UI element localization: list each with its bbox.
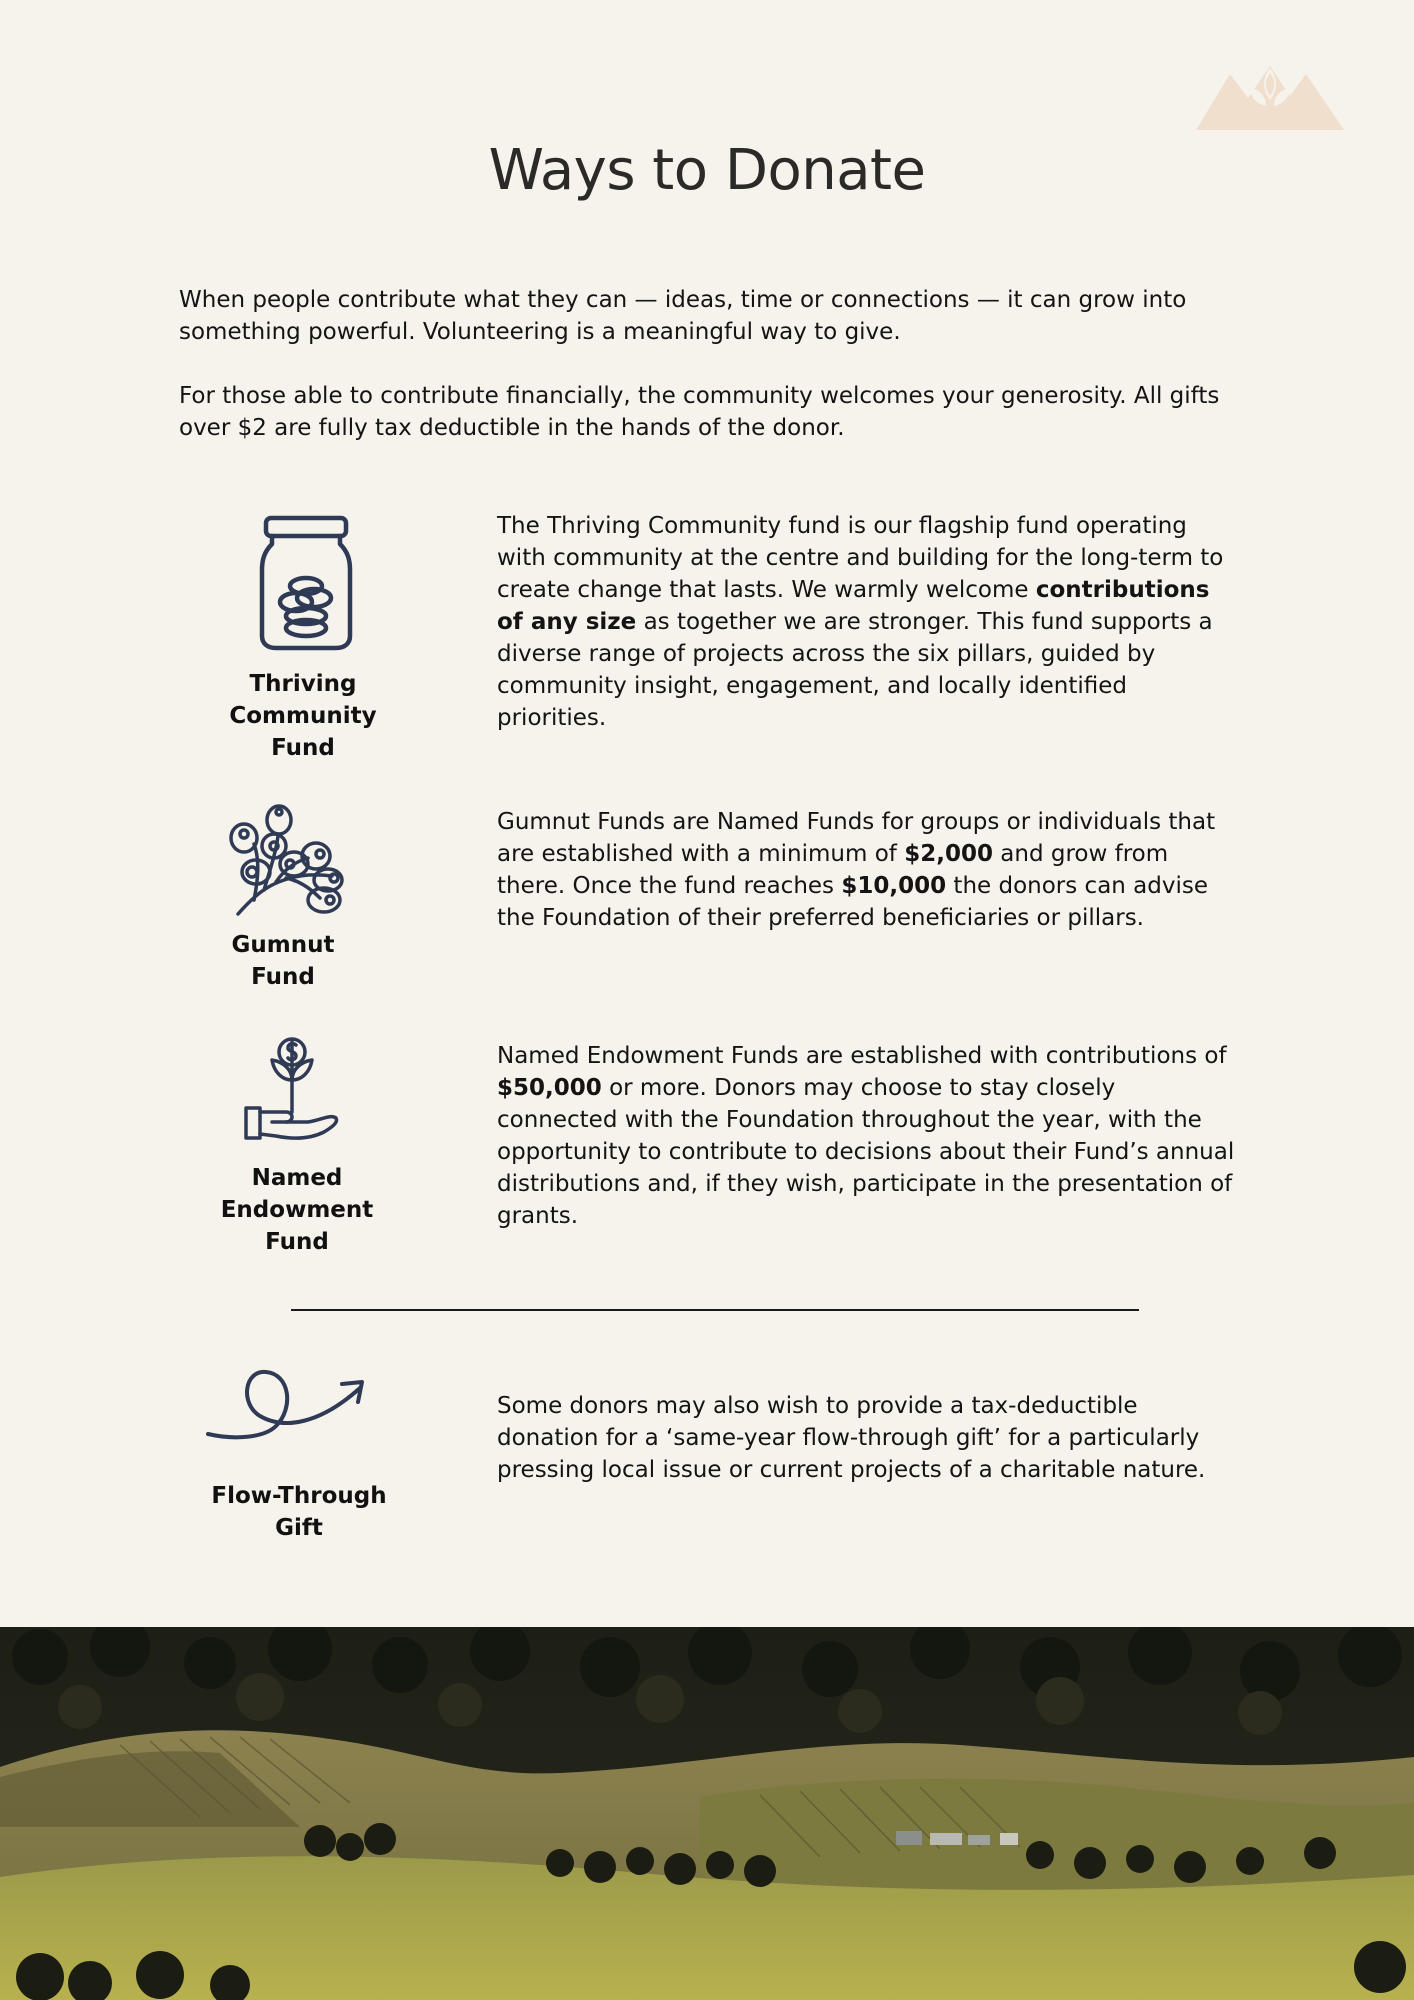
gumnut-branch-icon [224, 800, 348, 918]
foundation-logo-icon [1196, 56, 1344, 130]
looping-arrow-icon [204, 1368, 368, 1440]
fund-description-gumnut: Gumnut Funds are Named Funds for groups or individuals that are established with a minimum of $2,000 and grow from there. Once the fund reaches $10,000 the donors can advise the Foundation of their preferred beneficiaries or pillars. [497, 809, 1216, 931]
fund-description-thriving: The Thriving Community fund is our flagship fund operating with community at the centre and building for the long-term to create change that lasts. We warmly welcome contributions of any size as together we are stronger. This fund supports a diverse range of projects across the six pillars, guided by community insight, engagement, and locally identified priorities. [497, 513, 1224, 731]
section-divider [291, 1309, 1139, 1311]
coin-jar-icon [258, 514, 354, 652]
page-title: Ways to Donate [488, 138, 926, 203]
intro-paragraph: When people contribute what they can — ideas, time or connections — it can grow into something powerful. Volunteering is a meaningful way to give. [179, 287, 1187, 345]
fund-description-flowthrough: Some donors may also wish to provide a tax-deductible donation for a ‘same-year flow-through gift’ for a particularly pressing local issue or current projects of a charitable nature. [497, 1393, 1206, 1483]
fund-label-thriving: Thriving Community Fund [229, 671, 377, 761]
hand-money-plant-icon [242, 1036, 342, 1148]
fund-label-flowthrough: Flow-Through Gift [211, 1483, 387, 1541]
fund-label-endowment: Named Endowment Fund [220, 1165, 374, 1255]
intro-paragraph: For those able to contribute financially, the community welcomes your generosity. All gifts over $2 are fully tax deductible in the hands of the donor. [179, 383, 1220, 441]
landscape-photo [0, 1627, 1414, 2000]
fund-label-gumnut: Gumnut Fund [231, 932, 335, 990]
fund-description-endowment: Named Endowment Funds are established with contributions of $50,000 or more. Donors may choose to stay closely connected with the Foundation throughout the year, with the opportunity to contribute to decisions about their Fund’s annual distributions and, if they wish, participate in the presentation of grants. [497, 1043, 1235, 1229]
